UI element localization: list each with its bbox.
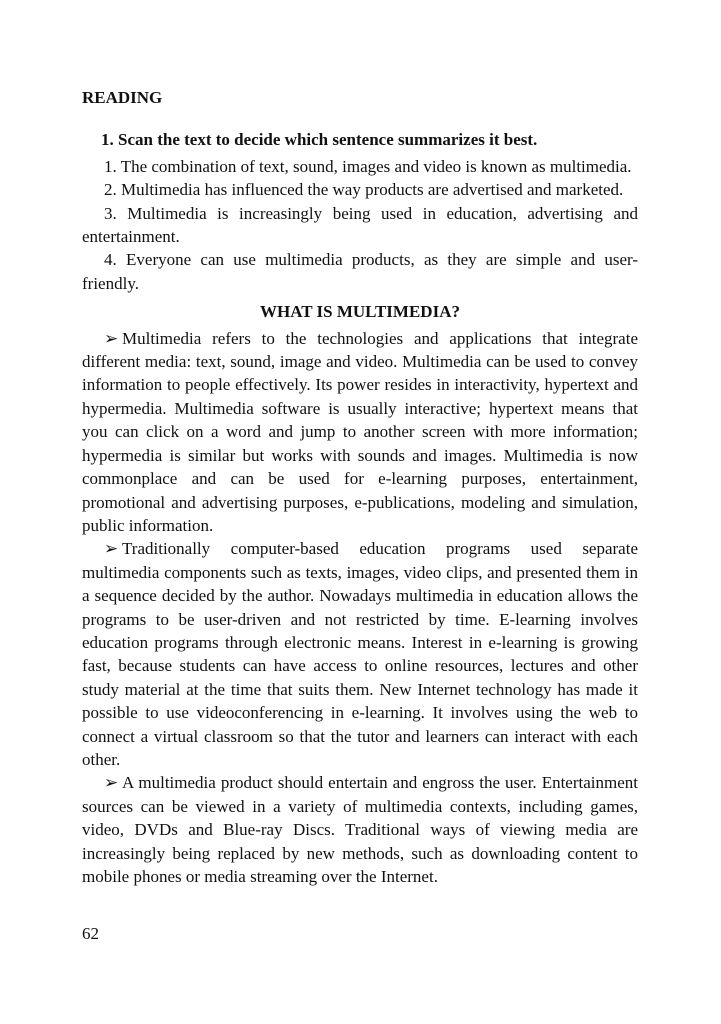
paragraph-2 xyxy=(82,537,638,771)
option-4: 4. Everyone can use multimedia products, as they are simple and user-friendly. xyxy=(82,250,638,293)
option-3: 3. Multimedia is increasingly being used in education, advertising and entertainment. xyxy=(82,203,638,247)
task-instruction: 1. Scan the text to decide which sentence summarizes it best. xyxy=(101,130,538,150)
paragraph-text: A multimedia product should entertain and engross the user. Entertainment sources can be viewed in a variety of multimedia contexts, including games, video, DVDs and Blue-ray Discs. Traditional ways of viewing media are increasingly being replaced by new methods, such as downloading content to mobile phones or media streaming over the Internet. xyxy=(82,773,638,886)
arrowhead-bullet-icon: ➢ xyxy=(104,539,119,559)
paragraph-text: Multimedia refers to the technologies and applications that integrate different media: text, sound, image and video. Multimedia can be used to convey information to people effectively. Its power resides in interactivity, hypertext and hypermedia. Multimedia software is usually interactive; hypertext means that you can click on a word and jump to another screen with more information; hypermedia is similar but works with sounds and images. Multimedia is now commonplace and can be used for e-learning purposes, entertainment, promotional and advertising purposes, e-publications, modeling and simulation, public information. xyxy=(82,328,638,535)
arrowhead-bullet-icon: ➢ xyxy=(104,328,119,348)
page-number: 62 xyxy=(82,924,99,943)
option-2: 2. Multimedia has influenced the way products are advertised and marketed. xyxy=(104,180,624,200)
section-title: READING xyxy=(82,88,163,107)
paragraph-1 xyxy=(82,327,638,538)
paragraph-text: Traditionally computer-based education programs used separate multimedia components such as texts, images, video clips, and presented them in a sequence decided by the author. Nowadays multimedia in education allows the programs to be user-driven and not restricted by time. E-learning involves education programs through electronic means. Interest in e-learning is growing fast, because students can have access to online resources, lectures and other study material at the time that suits them. New Internet technology has made it possible to use videoconferencing in e-learning. It involves using the web to connect a virtual classroom so that the tutor and learners can interact with each other. xyxy=(82,539,638,769)
option-1: 1. The combination of text, sound, images and video is known as multimedia. xyxy=(104,156,632,176)
paragraph-3 xyxy=(82,771,638,888)
arrowhead-bullet-icon: ➢ xyxy=(104,773,119,793)
article-title: WHAT IS MULTIMEDIA? xyxy=(260,302,460,322)
page-content xyxy=(82,86,638,888)
